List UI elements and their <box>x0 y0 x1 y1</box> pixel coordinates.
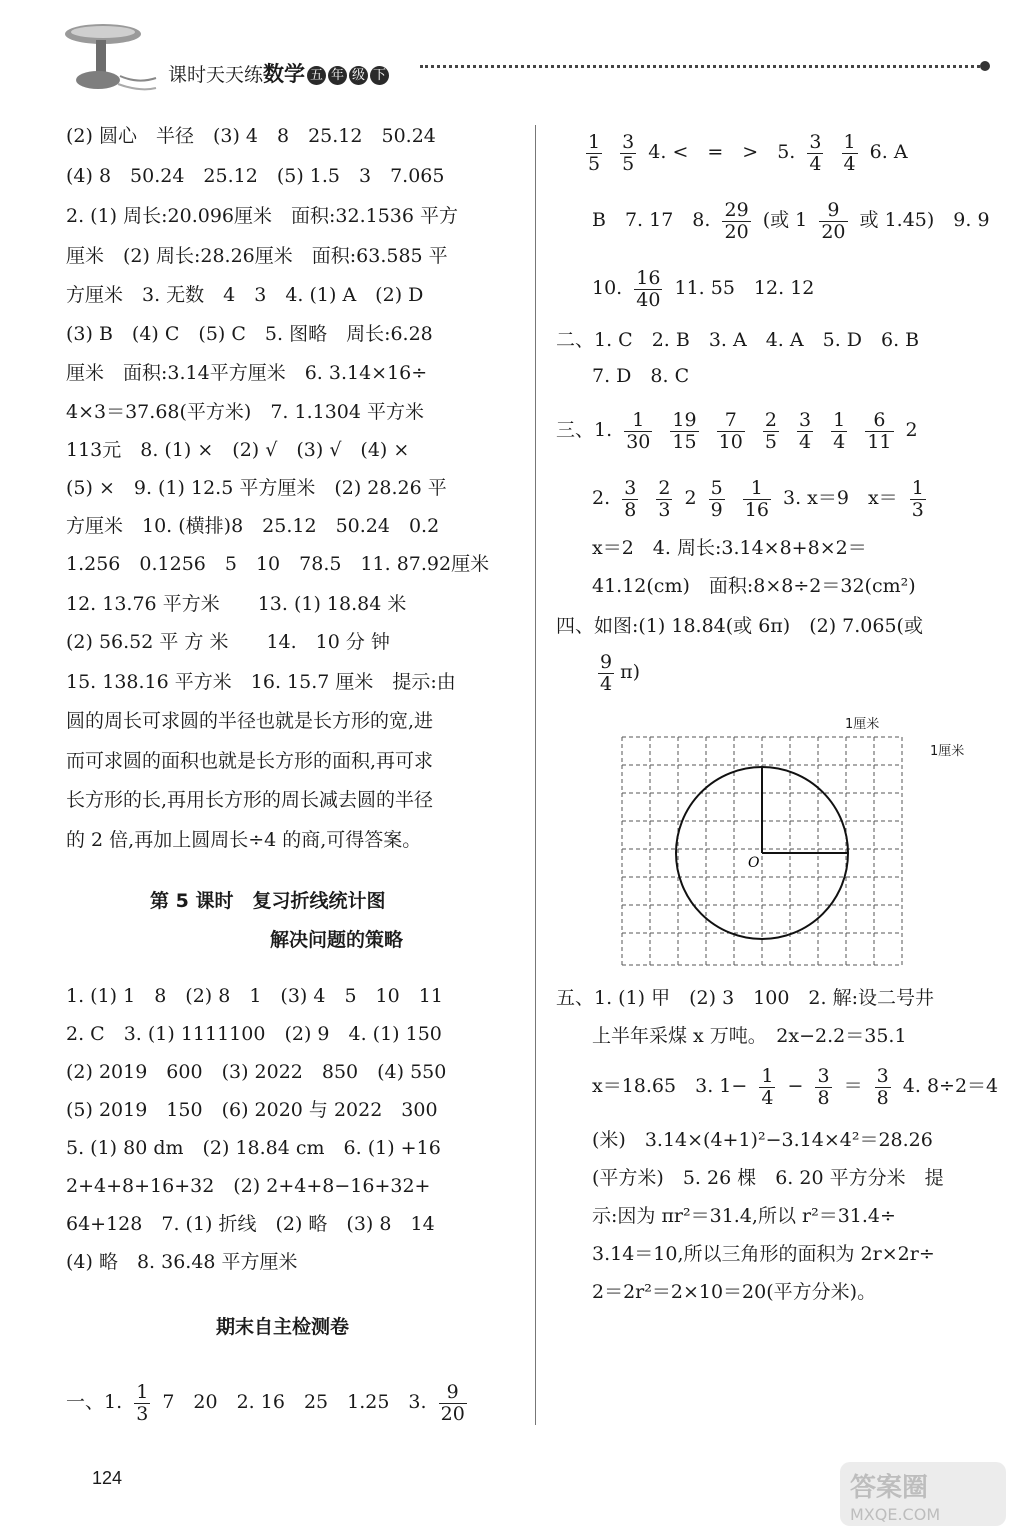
fraction <box>865 410 893 453</box>
numerator: 1 <box>761 1064 774 1087</box>
fraction <box>875 1066 891 1109</box>
answer-text: 11. 55 12. 12 <box>674 277 815 299</box>
answer-line: 3.14＝10,所以三角形的面积为 2r×2r÷ <box>592 1243 935 1265</box>
logo-icon <box>58 18 158 98</box>
fraction <box>439 1382 467 1425</box>
answer-line <box>592 468 932 528</box>
answer-line: 5. (1) 80 dm (2) 18.84 cm 6. (1) +16 <box>66 1137 441 1159</box>
numerator: 1 <box>843 130 856 153</box>
answer-line: 64+128 7. (1) 折线 (2) 略 (3) 8 14 <box>66 1213 435 1235</box>
denominator: 20 <box>440 1402 465 1425</box>
section-title: 第 5 课时 复习折线统计图 <box>150 890 386 912</box>
answer-line: 上半年采煤 x 万吨。 2x−2.2＝35.1 <box>592 1025 907 1047</box>
numerator: 1 <box>136 1380 149 1403</box>
answer-line: (5) × 9. (1) 12.5 平方厘米 (2) 28.26 平 <box>66 477 447 499</box>
answer-text: (或 1 <box>762 209 808 231</box>
fraction <box>743 478 771 521</box>
fraction <box>717 410 745 453</box>
numerator: 29 <box>724 198 749 221</box>
answer-line: x＝2 4. 周长:3.14×8+8×2＝ <box>592 537 867 559</box>
denominator: 4 <box>761 1086 774 1109</box>
answer-line: 2. (1) 周长:20.096厘米 面积:32.1536 平方 <box>66 205 459 227</box>
center-label: O <box>748 855 760 871</box>
answer-text: x＝18.65 3. 1− <box>592 1075 748 1097</box>
numerator: 1 <box>911 476 924 499</box>
answer-line: 41.12(cm) 面积:8×8÷2＝32(cm²) <box>592 575 916 597</box>
page-header <box>0 0 1025 110</box>
numerator: 7 <box>717 410 745 432</box>
denominator: 4 <box>843 152 856 175</box>
answer-text: 4. 8÷2＝4 <box>902 1075 999 1097</box>
fraction <box>670 410 698 453</box>
denominator: 15 <box>672 430 697 453</box>
answer-text: 6. A <box>869 141 908 163</box>
header-title <box>168 58 389 88</box>
answer-line: 2+4+8+16+32 (2) 2+4+8−16+32+ <box>66 1175 431 1197</box>
answer-text: 3. x＝9 x＝ <box>782 487 898 509</box>
denominator: 8 <box>876 1086 889 1109</box>
answer-text: π) <box>620 661 640 683</box>
fraction <box>598 652 614 695</box>
answer-line: 2＝2r²＝2×10＝20(平方分米)。 <box>592 1281 877 1303</box>
watermark-logo <box>838 1458 1008 1530</box>
numerator: 3 <box>622 130 635 153</box>
header-rule <box>420 65 980 68</box>
fraction <box>759 1066 775 1109</box>
answer-text: 2 <box>684 487 697 509</box>
answer-line: (5) 2019 150 (6) 2020 与 2022 300 <box>66 1099 438 1121</box>
numerator: 2 <box>764 408 777 431</box>
grid-unit-label: 1厘米 <box>845 717 880 732</box>
numerator: 3 <box>817 1064 830 1087</box>
numerator: 2 <box>658 476 671 499</box>
item-number: 三、1. <box>556 419 613 441</box>
fraction <box>586 132 602 175</box>
grade-badge: 五 <box>307 66 326 85</box>
denominator: 20 <box>724 220 749 243</box>
denominator: 5 <box>764 430 777 453</box>
numerator: 3 <box>876 1064 889 1087</box>
denominator: 4 <box>799 430 812 453</box>
answer-line: 长方形的长,再用长方形的周长减去圆的半径 <box>66 789 434 811</box>
fraction <box>815 1066 831 1109</box>
fraction <box>622 478 638 521</box>
answer-line: 五、1. (1) 甲 (2) 3 100 2. 解:设二号井 <box>556 987 934 1009</box>
section-subtitle: 解决问题的策略 <box>270 929 404 951</box>
fraction <box>624 410 652 453</box>
answer-line: 二、1. C 2. B 3. A 4. A 5. D 6. B <box>556 329 920 351</box>
denominator: 3 <box>911 498 924 521</box>
fraction <box>709 478 725 521</box>
denominator: 5 <box>622 152 635 175</box>
denominator: 11 <box>867 430 892 453</box>
answer-line: (平方米) 5. 26 棵 6. 20 平方分米 提 <box>592 1167 944 1189</box>
answer-text: 10. <box>592 277 623 299</box>
fraction <box>797 410 813 453</box>
denominator: 3 <box>658 498 671 521</box>
numerator: 1 <box>624 410 652 432</box>
answer-text: 或 1.45) 9. 9 <box>859 209 990 231</box>
denominator: 8 <box>624 498 637 521</box>
answer-line: 方厘米 10. (横排)8 25.12 50.24 0.2 <box>66 515 440 537</box>
answer-line <box>556 122 908 182</box>
fraction <box>807 132 823 175</box>
fraction <box>842 132 858 175</box>
answer-line: (2) 2019 600 (3) 2022 850 (4) 550 <box>66 1061 447 1083</box>
answer-line: 15. 138.16 平方米 16. 15.7 厘米 提示:由 <box>66 671 456 693</box>
numerator: 9 <box>819 200 847 222</box>
denominator: 4 <box>600 672 613 695</box>
item-number: 2. <box>592 487 611 509</box>
grade-badge: 级 <box>349 66 368 85</box>
answer-line: 厘米 (2) 周长:28.26厘米 面积:63.585 平 <box>66 245 448 267</box>
column-divider <box>535 125 536 1425</box>
denominator: 5 <box>588 152 601 175</box>
denominator: 4 <box>833 430 846 453</box>
answer-line: 四、如图:(1) 18.84(或 6π) (2) 7.065(或 <box>556 615 923 637</box>
grade-badge: 年 <box>328 66 347 85</box>
svg-text:MXQE.COM: MXQE.COM <box>850 1505 941 1524</box>
numerator: 6 <box>865 410 893 432</box>
fraction <box>134 1382 150 1425</box>
denominator: 8 <box>817 1086 830 1109</box>
numerator: 1 <box>588 130 601 153</box>
answer-text: 7 20 2. 16 25 1.25 3. <box>162 1391 427 1413</box>
fraction <box>819 200 847 243</box>
denominator: 20 <box>821 220 846 243</box>
denominator: 16 <box>744 498 769 521</box>
numerator: 3 <box>809 130 822 153</box>
page-number: 124 <box>92 1468 123 1488</box>
answer-line: 4×3＝37.68(平方米) 7. 1.1304 平方米 <box>66 401 425 423</box>
answer-text: 4. < = > 5. <box>648 141 796 163</box>
fraction <box>831 410 847 453</box>
answer-line: (2) 圆心 半径 (3) 4 8 25.12 50.24 <box>66 125 436 147</box>
answer-line: 12. 13.76 平方米 13. (1) 18.84 米 <box>66 593 407 615</box>
term-badge: 下 <box>370 66 389 85</box>
answer-line: 圆的周长可求圆的半径也就是长方形的宽,进 <box>66 710 434 732</box>
numerator: 1 <box>833 408 846 431</box>
answer-text: B 7. 17 8. <box>592 209 711 231</box>
answer-line: 示:因为 πr²＝31.4,所以 r²＝31.4÷ <box>592 1205 896 1227</box>
subject-name: 数学 <box>263 62 306 86</box>
answer-line: (4) 略 8. 36.48 平方厘米 <box>66 1251 298 1273</box>
fraction <box>722 200 750 243</box>
answer-line: 的 2 倍,再加上圆周长÷4 的商,可得答案。 <box>66 829 422 851</box>
answer-line <box>592 190 990 250</box>
answer-line: 2. C 3. (1) 1111100 (2) 9 4. (1) 150 <box>66 1023 442 1045</box>
answer-line: 113元 8. (1) × (2) √ (3) √ (4) × <box>66 439 410 461</box>
denominator: 4 <box>809 152 822 175</box>
answer-line <box>592 258 814 318</box>
circle-grid-figure <box>612 735 912 967</box>
answer-text: 2 <box>905 419 918 441</box>
denominator: 10 <box>718 430 743 453</box>
answer-line: 方厘米 3. 无数 4 3 4. (1) A (2) D <box>66 284 424 306</box>
answer-line: (2) 56.52 平 方 米 14. 10 分 钟 <box>66 631 390 653</box>
numerator: 1 <box>743 478 771 500</box>
fraction <box>910 478 926 521</box>
answer-line: 而可求圆的面积也就是长方形的面积,再可求 <box>66 750 434 772</box>
numerator: 19 <box>672 408 697 431</box>
header-rule-end <box>980 61 990 71</box>
answer-line: (4) 8 50.24 25.12 (5) 1.5 3 7.065 <box>66 165 445 187</box>
answer-line <box>66 1374 473 1430</box>
answer-line: 厘米 面积:3.14平方厘米 6. 3.14×16÷ <box>66 362 428 384</box>
exam-title: 期末自主检测卷 <box>216 1316 350 1338</box>
item-number: 一、1. <box>66 1391 123 1413</box>
denominator: 30 <box>626 430 651 453</box>
fraction <box>763 410 779 453</box>
answer-line <box>592 642 640 702</box>
numerator: 5 <box>710 476 723 499</box>
numerator: 3 <box>624 476 637 499</box>
fraction <box>634 268 662 311</box>
answer-text: − <box>787 1075 804 1097</box>
grid-unit-label: 1厘米 <box>930 744 965 759</box>
numerator: 16 <box>636 266 661 289</box>
answer-text: ＝ <box>843 1075 863 1097</box>
answer-line: 1.256 0.1256 5 10 78.5 11. 87.92厘米 <box>66 553 490 575</box>
answer-line: 1. (1) 1 8 (2) 8 1 (3) 4 5 10 11 <box>66 985 443 1007</box>
answer-line: (米) 3.14×(4+1)²−3.14×4²＝28.26 <box>592 1129 933 1151</box>
answer-line <box>556 400 918 460</box>
fraction <box>620 132 636 175</box>
fraction <box>656 478 672 521</box>
numerator: 9 <box>600 650 613 673</box>
svg-text:答案圈: 答案圈 <box>850 1473 929 1503</box>
answer-line: (3) B (4) C (5) C 5. 图略 周长:6.28 <box>66 323 433 345</box>
series-name: 课时天天练 <box>168 64 264 86</box>
answer-line <box>592 1056 998 1116</box>
numerator: 3 <box>799 408 812 431</box>
numerator: 9 <box>439 1382 467 1404</box>
denominator: 9 <box>710 498 723 521</box>
denominator: 40 <box>636 288 661 311</box>
denominator: 3 <box>136 1402 149 1425</box>
answer-line: 7. D 8. C <box>592 365 690 387</box>
